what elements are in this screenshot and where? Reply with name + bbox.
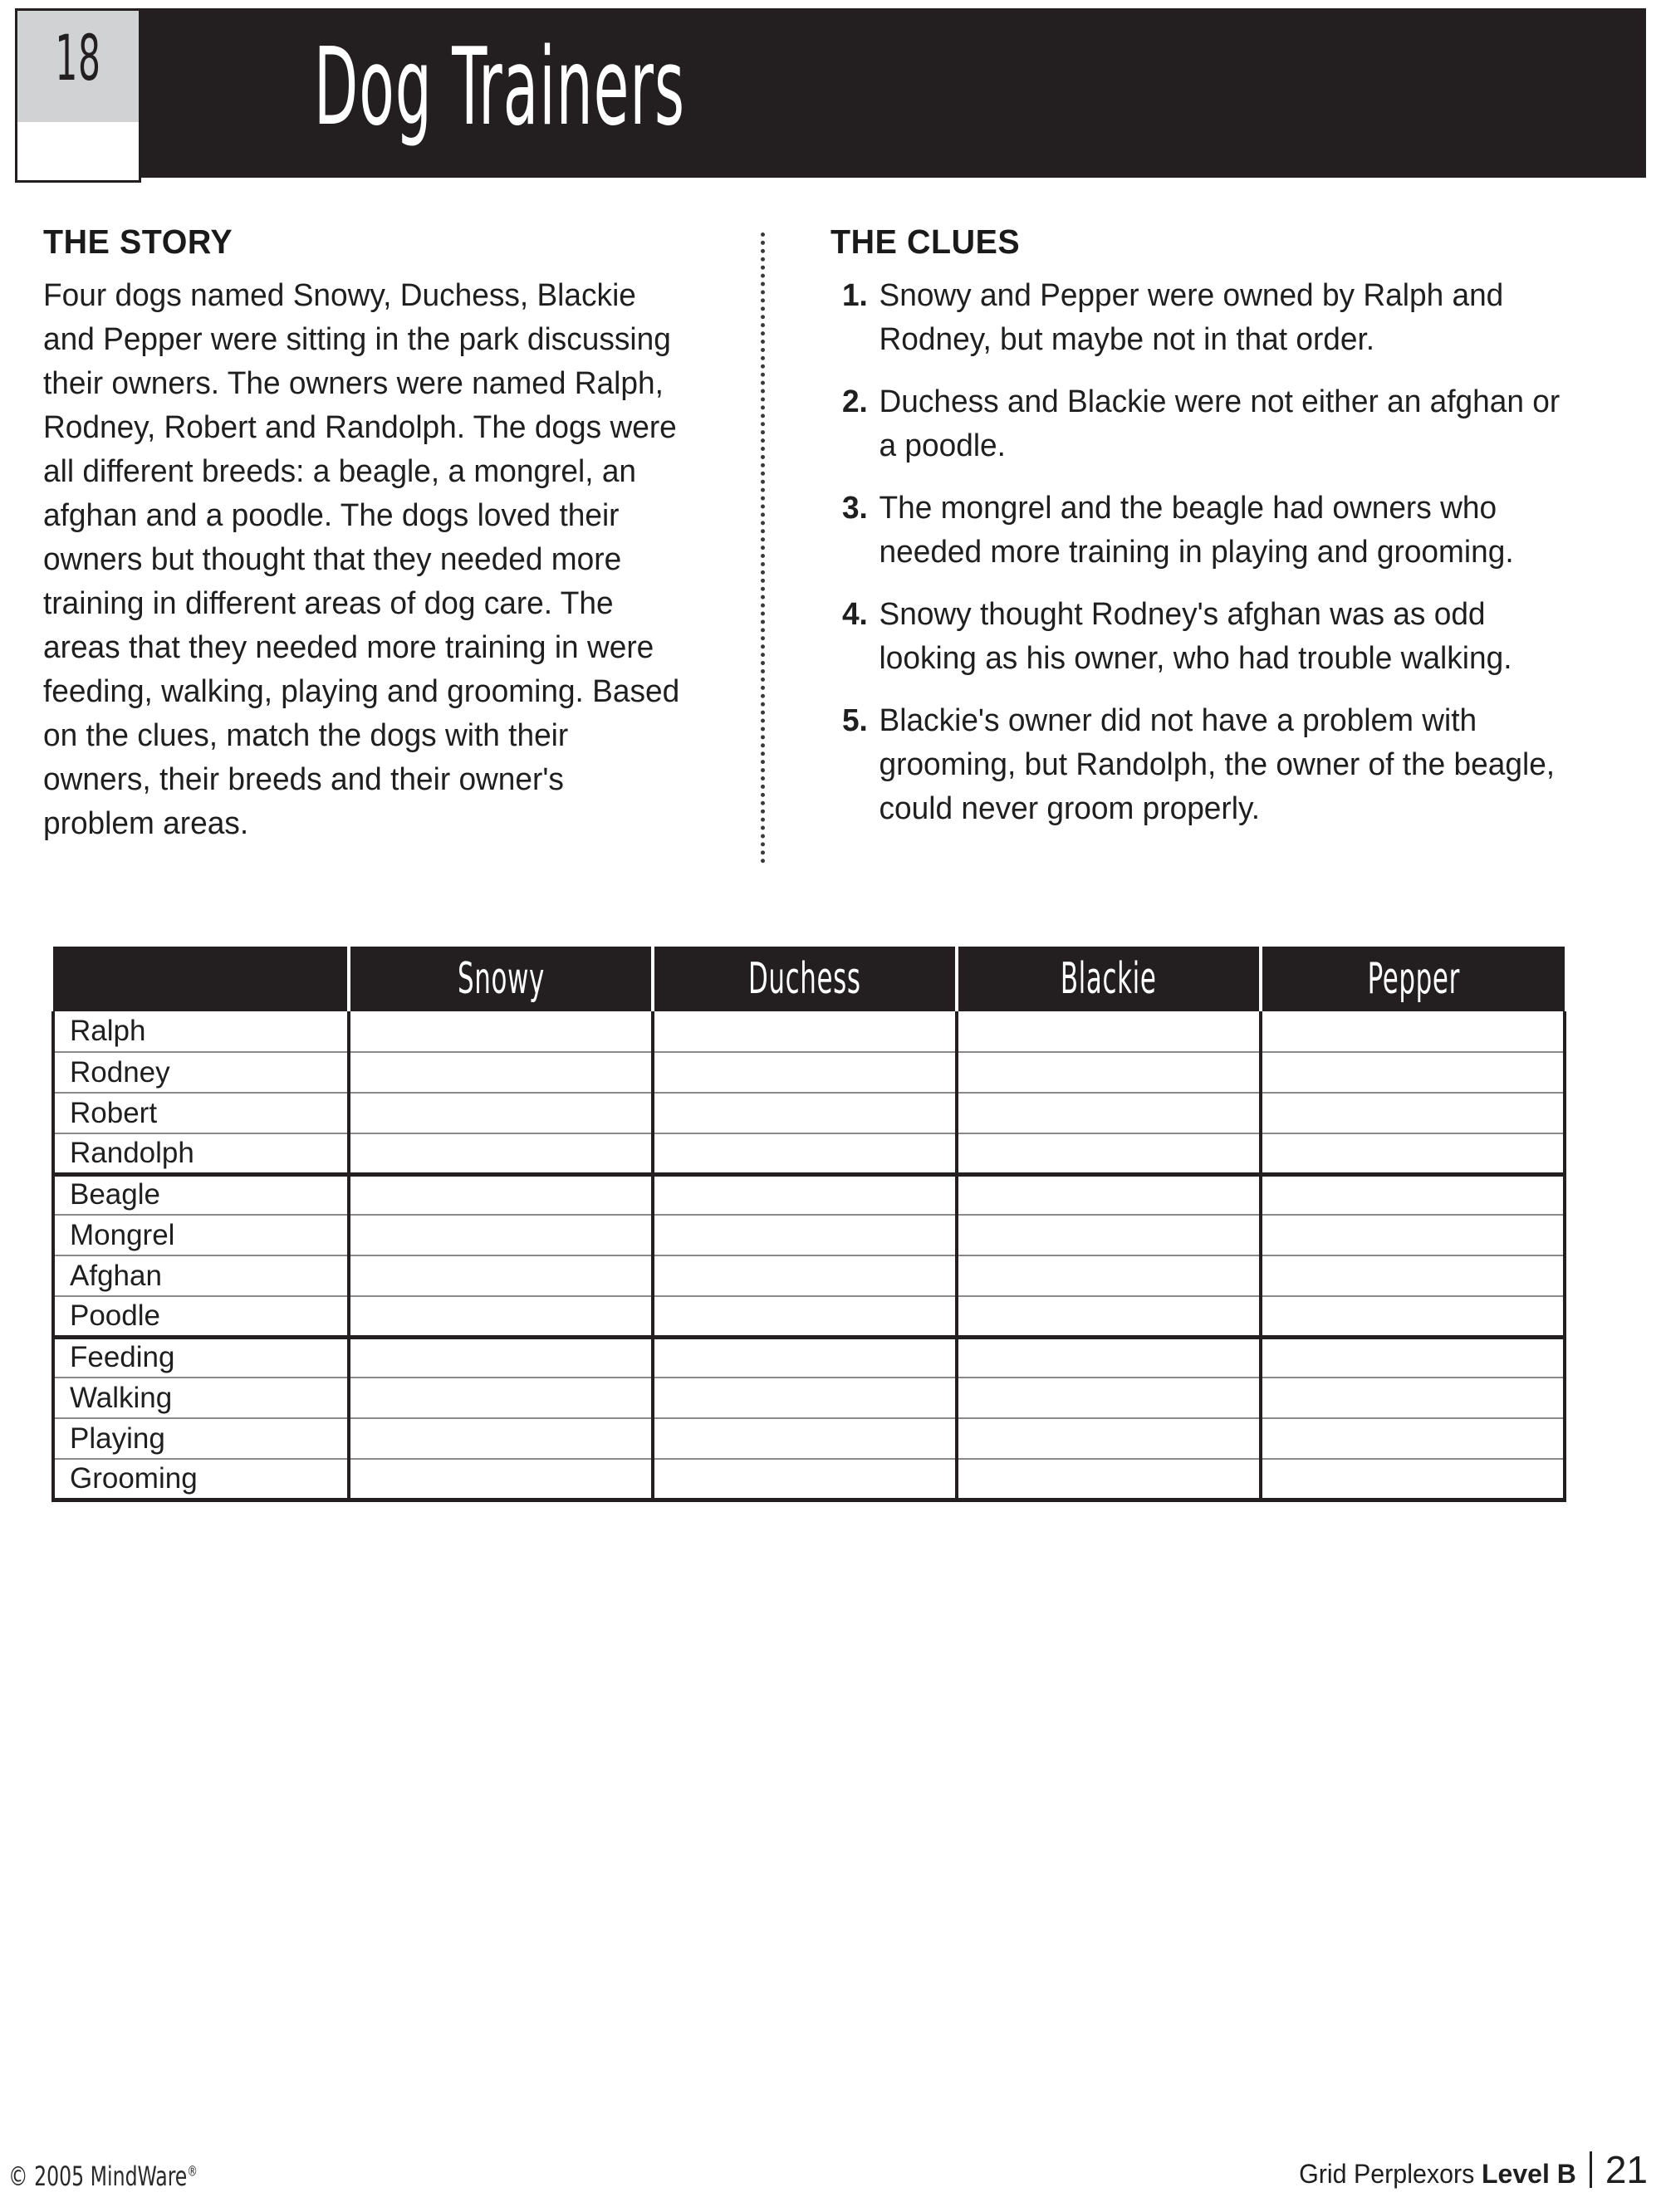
clue-text: The mongrel and the beagle had owners who needed more training in playing and grooming. [879, 491, 1514, 570]
grid-column-header-label: Duchess [748, 954, 861, 1004]
clue-item [830, 274, 1567, 362]
grid-answer-cell[interactable] [653, 1093, 957, 1133]
grid-answer-cell[interactable] [1261, 1215, 1565, 1255]
clues-column [830, 223, 1586, 849]
grid-answer-cell[interactable] [349, 1174, 653, 1215]
grid-row-label: Playing [53, 1418, 349, 1459]
grid-answer-cell[interactable] [653, 1296, 957, 1337]
clue-item [830, 593, 1567, 681]
grid-body [53, 1011, 1565, 1500]
grid-row-label: Rodney [53, 1052, 349, 1093]
grid-answer-cell[interactable] [349, 1093, 653, 1133]
grid-answer-cell[interactable] [1261, 1174, 1565, 1215]
puzzle-number-box [15, 8, 141, 183]
grid-answer-cell[interactable] [653, 1459, 957, 1500]
clue-item [830, 699, 1567, 831]
story-column [43, 223, 699, 846]
grid-row [53, 1052, 1565, 1093]
clue-number: 3. [841, 491, 868, 526]
grid-answer-cell[interactable] [957, 1215, 1261, 1255]
grid-row [53, 1255, 1565, 1296]
grid-answer-cell[interactable] [349, 1215, 653, 1255]
page-title: Dog Trainers [314, 26, 686, 149]
grid-answer-cell[interactable] [349, 1418, 653, 1459]
book-name: Grid Perplexors [1298, 2159, 1474, 2189]
clue-item [830, 487, 1567, 575]
column-divider [761, 232, 765, 864]
grid-row [53, 1093, 1565, 1133]
grid-row [53, 1133, 1565, 1174]
grid-column-header [349, 947, 653, 1011]
grid-answer-cell[interactable] [653, 1418, 957, 1459]
grid-column-header [653, 947, 957, 1011]
grid-answer-cell[interactable] [1261, 1255, 1565, 1296]
grid-row-label: Afghan [53, 1255, 349, 1296]
grid-answer-cell[interactable] [653, 1215, 957, 1255]
clues-heading: THE CLUES [830, 223, 1021, 261]
grid-row-label: Ralph [53, 1011, 349, 1052]
grid-row-label: Walking [53, 1378, 349, 1418]
clue-number: 1. [841, 278, 868, 313]
grid-row-label: Poodle [53, 1296, 349, 1337]
story-heading: THE STORY [43, 223, 233, 261]
grid-answer-cell[interactable] [957, 1011, 1261, 1052]
clue-item [830, 380, 1567, 468]
grid-answer-cell[interactable] [957, 1337, 1261, 1378]
grid-answer-cell[interactable] [349, 1337, 653, 1378]
grid-column-header-label: Snowy [457, 954, 545, 1004]
grid-answer-cell[interactable] [957, 1174, 1261, 1215]
grid-answer-cell[interactable] [957, 1459, 1261, 1500]
grid-corner-cell [53, 947, 349, 1011]
grid-answer-cell[interactable] [1261, 1418, 1565, 1459]
grid-answer-cell[interactable] [349, 1378, 653, 1418]
grid-row [53, 1174, 1565, 1215]
grid-header-row [53, 947, 1565, 1011]
grid-row [53, 1459, 1565, 1500]
grid-row [53, 1215, 1565, 1255]
story-paragraph: Four dogs named Snowy, Duchess, Blackie and Pepper were sitting in the park discussing their owners. The owners were named Ralph, Rodney, Robert and Randolph. The dogs were all different breeds: a beagle, a mongrel, an afghan and a poodle. The dogs loved their owners but thought that they needed more training in different areas of dog care. The areas that they needed more training in were feeding, walking, playing and grooming. Based on the clues, match the dogs with their owners, their breeds and their owner's problem areas. [43, 278, 680, 841]
grid-row-label: Mongrel [53, 1215, 349, 1255]
book-level: Level B [1482, 2159, 1576, 2189]
grid-row-label: Randolph [53, 1133, 349, 1174]
clue-text: Snowy thought Rodney's afghan was as odd looking as his owner, who had trouble walking. [879, 597, 1512, 676]
grid-column-header-label: Pepper [1367, 954, 1460, 1004]
clue-text: Duchess and Blackie were not either an afghan or a poodle. [879, 384, 1561, 463]
grid-answer-cell[interactable] [653, 1255, 957, 1296]
grid-answer-cell[interactable] [957, 1133, 1261, 1174]
grid-answer-cell[interactable] [349, 1459, 653, 1500]
footer-separator [1590, 2151, 1592, 2188]
grid-answer-cell[interactable] [1261, 1093, 1565, 1133]
grid-row [53, 1378, 1565, 1418]
grid-answer-cell[interactable] [1261, 1378, 1565, 1418]
grid-column-header [1261, 947, 1565, 1011]
grid-answer-cell[interactable] [349, 1052, 653, 1093]
grid-row [53, 1418, 1565, 1459]
grid-answer-cell[interactable] [1261, 1459, 1565, 1500]
puzzle-number: 18 [55, 21, 101, 95]
logic-grid-wrap [51, 947, 1563, 1502]
clues-list [830, 274, 1586, 831]
grid-answer-cell[interactable] [349, 1255, 653, 1296]
grid-header [53, 947, 1565, 1011]
grid-row-label: Grooming [53, 1459, 349, 1500]
grid-answer-cell[interactable] [1261, 1296, 1565, 1337]
page-header [15, 8, 1646, 178]
grid-answer-cell[interactable] [653, 1378, 957, 1418]
grid-answer-cell[interactable] [1261, 1052, 1565, 1093]
grid-column-header-label: Blackie [1061, 954, 1157, 1004]
page-number: 21 [1605, 2148, 1648, 2191]
clue-text: Snowy and Pepper were owned by Ralph and Rodney, but maybe not in that order. [879, 278, 1504, 357]
logic-grid [51, 947, 1566, 1502]
grid-answer-cell[interactable] [1261, 1133, 1565, 1174]
grid-answer-cell[interactable] [957, 1052, 1261, 1093]
page-footer [0, 2142, 1661, 2192]
grid-row-label: Beagle [53, 1174, 349, 1215]
grid-answer-cell[interactable] [653, 1133, 957, 1174]
grid-answer-cell[interactable] [957, 1378, 1261, 1418]
content-columns [0, 223, 1661, 878]
clue-number: 5. [841, 703, 868, 738]
grid-answer-cell[interactable] [957, 1418, 1261, 1459]
grid-row [53, 1011, 1565, 1052]
grid-answer-cell[interactable] [1261, 1011, 1565, 1052]
copyright-text: © 2005 MindWare [8, 2161, 188, 2192]
registered-mark-icon: ® [187, 2163, 198, 2180]
grid-answer-cell[interactable] [957, 1093, 1261, 1133]
grid-row [53, 1337, 1565, 1378]
grid-answer-cell[interactable] [1261, 1337, 1565, 1378]
grid-row [53, 1296, 1565, 1337]
grid-answer-cell[interactable] [349, 1011, 653, 1052]
grid-answer-cell[interactable] [957, 1296, 1261, 1337]
grid-answer-cell[interactable] [653, 1174, 957, 1215]
header-title-bar [140, 8, 1646, 178]
clue-number: 4. [841, 597, 868, 632]
grid-answer-cell[interactable] [653, 1337, 957, 1378]
grid-answer-cell[interactable] [349, 1296, 653, 1337]
grid-answer-cell[interactable] [653, 1011, 957, 1052]
grid-answer-cell[interactable] [957, 1255, 1261, 1296]
grid-row-label: Feeding [53, 1337, 349, 1378]
grid-answer-cell[interactable] [653, 1052, 957, 1093]
grid-answer-cell[interactable] [349, 1133, 653, 1174]
grid-column-header [957, 947, 1261, 1011]
copyright-notice [8, 2161, 198, 2192]
clue-text: Blackie's owner did not have a problem with grooming, but Randolph, the owner of the beagle, could never groom properly. [879, 703, 1556, 826]
grid-row-label: Robert [53, 1093, 349, 1133]
footer-page-info [1290, 2146, 1648, 2192]
clue-number: 2. [841, 384, 868, 419]
